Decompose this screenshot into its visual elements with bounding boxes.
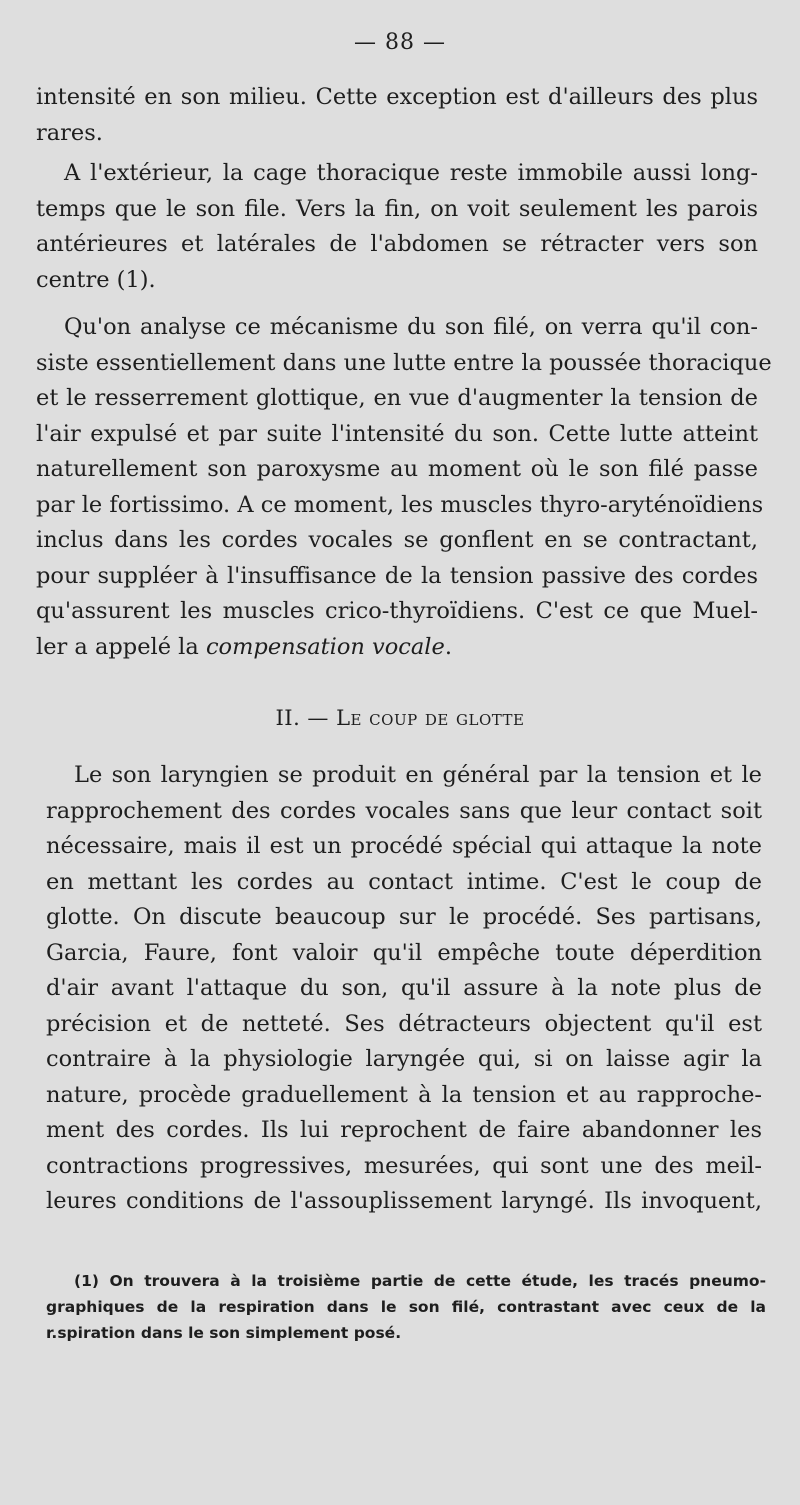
- text-line: précision et de netteté. Ses détracteurs objectent qu'il est: [46, 1010, 762, 1037]
- text-line: inclus dans les cordes vocales se gonflent en se contractant,: [36, 527, 758, 553]
- text-line: pour suppléer à l'insuffisance de la tension passive des cordes: [36, 562, 758, 589]
- text-line: temps que le son file. Vers la fin, on voit seulement les parois: [36, 195, 758, 222]
- paragraph-mechanism: [36, 310, 772, 665]
- footnote-line: (1) On trouvera à la troisième partie de cette étude, les tracés pneumo-: [74, 1272, 766, 1290]
- text-line: l'air expulsé et par suite l'intensité du son. Cette lutte atteint: [36, 420, 758, 447]
- section-number: II. —: [275, 706, 337, 730]
- section-heading: [0, 706, 800, 730]
- text-line: qu'assurent les muscles crico-thyroïdiens. C'est ce que Muel-: [36, 598, 758, 624]
- footnote: [46, 1268, 766, 1346]
- text-segment: .: [444, 633, 452, 660]
- text-line: d'air avant l'attaque du son, qu'il assure à la note plus de: [46, 975, 762, 1001]
- text-line: leures conditions de l'assouplissement laryngé. Ils invoquent,: [46, 1188, 762, 1214]
- text-line: contractions progressives, mesurées, qui sont une des meil-: [46, 1152, 762, 1179]
- page-number: — 88 —: [354, 30, 446, 55]
- text-line: nature, procède graduellement à la tension et au rapproche-: [46, 1081, 762, 1108]
- footnote-line: graphiques de la respiration dans le son filé, contrastant avec ceux de la: [46, 1298, 766, 1316]
- text-segment: ler a appelé la: [36, 633, 206, 660]
- text-line: glotte. On discute beaucoup sur le procédé. Ses partisans,: [46, 904, 762, 930]
- text-line: intensité en son milieu. Cette exception est d'ailleurs des plus: [36, 84, 758, 110]
- text-line: rapprochement des cordes vocales sans que leur contact soit: [46, 797, 762, 824]
- text-line: rares.: [36, 119, 103, 146]
- text-line: en mettant les cordes au contact intime. C'est le coup de: [46, 868, 762, 895]
- text-line: A l'extérieur, la cage thoracique reste immobile aussi long-: [64, 160, 758, 186]
- text-line: naturellement son paroxysme au moment où le son filé passe: [36, 456, 758, 482]
- emphasis-term: compensation vocale: [205, 633, 445, 660]
- footnote-line: r.spiration dans le son simplement posé.: [46, 1324, 402, 1342]
- paragraph-exterior: [36, 156, 758, 298]
- text-line: [36, 630, 758, 666]
- text-line: siste essentiellement dans une lutte entre la poussée thoracique: [36, 349, 772, 376]
- text-line: nécessaire, mais il est un procédé spécial qui attaque la note: [46, 833, 762, 859]
- text-line: contraire à la physiologie laryngée qui, si on laisse agir la: [46, 1046, 762, 1072]
- text-line: Le son laryngien se produit en général par la tension et le: [74, 762, 762, 788]
- text-line: centre (1).: [36, 266, 156, 293]
- text-line: antérieures et latérales de l'abdomen se rétracter vers son: [36, 231, 758, 257]
- paragraph-coup-de-glotte: [46, 758, 762, 1220]
- text-line: et le resserrement glottique, en vue d'augmenter la tension de: [36, 385, 758, 411]
- paragraph-continuation: [36, 80, 758, 151]
- text-line: ment des cordes. Ils lui reprochent de faire abandonner les: [46, 1117, 762, 1143]
- section-title: Le coup de glotte: [336, 706, 525, 730]
- text-line: par le fortissimo. A ce moment, les muscles thyro-aryténoïdiens: [36, 491, 764, 518]
- text-line: Qu'on analyse ce mécanisme du son filé, on verra qu'il con-: [64, 314, 758, 340]
- text-line: Garcia, Faure, font valoir qu'il empêche toute déperdition: [46, 939, 762, 966]
